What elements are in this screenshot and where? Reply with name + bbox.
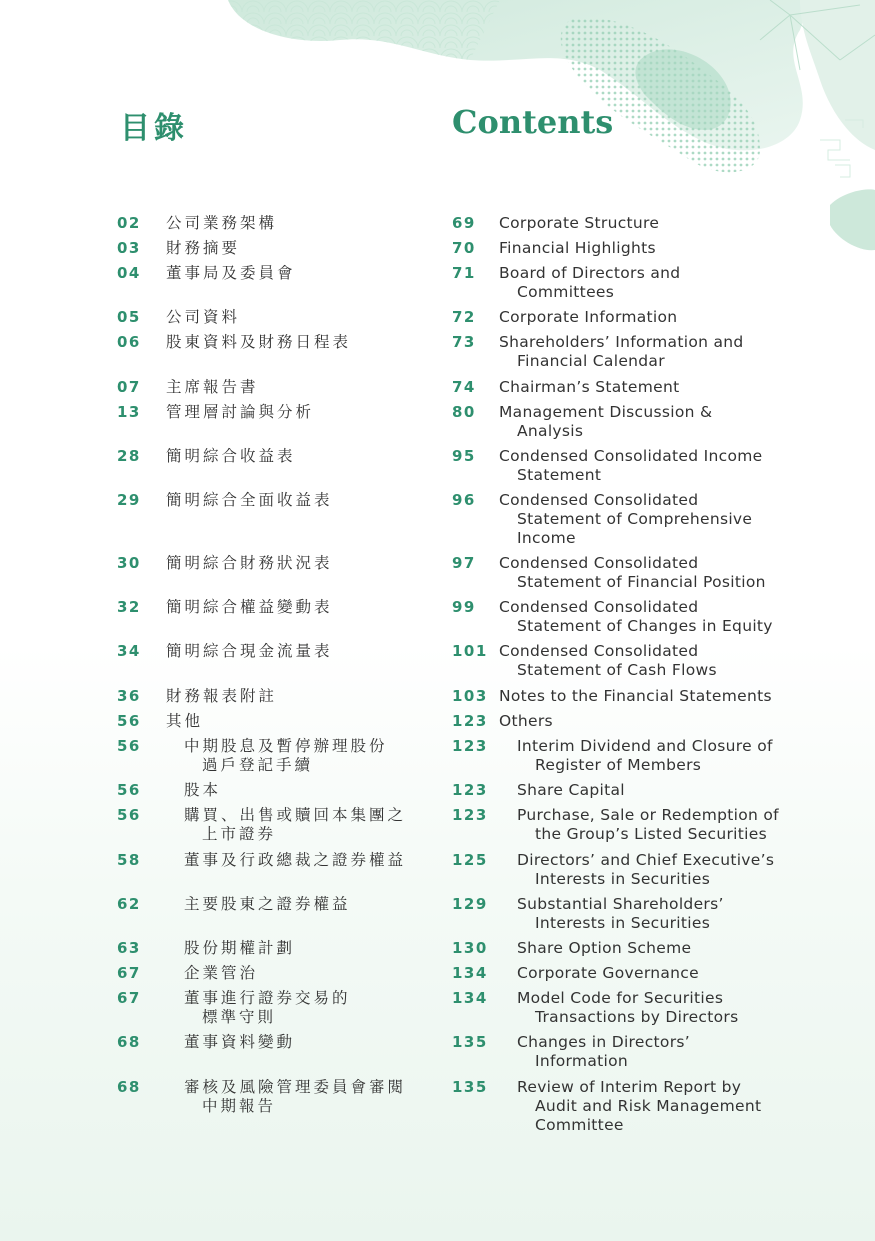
- en-entry-title: Substantial Shareholders’ Interests in Securities: [517, 895, 724, 932]
- zh-page-number: 67: [117, 989, 141, 1007]
- zh-entry-title: 董事進行證券交易的 標準守則: [184, 989, 351, 1026]
- zh-page-number: 34: [117, 642, 141, 660]
- zh-entry-title: 公司資料: [166, 308, 241, 326]
- en-entry-title: Purchase, Sale or Redemption of the Group’s Listed Securities: [517, 806, 779, 843]
- zh-entry-title: 董事資料變動: [184, 1033, 296, 1051]
- zh-page-number: 07: [117, 378, 141, 396]
- en-page-number: 134: [452, 989, 488, 1007]
- zh-entry-title: 公司業務架構: [166, 214, 278, 232]
- zh-entry-title: 中期股息及暫停辦理股份 過戶登記手續: [184, 737, 388, 774]
- en-page-number: 123: [452, 712, 488, 730]
- zh-page-number: 56: [117, 781, 141, 799]
- zh-page-number: 13: [117, 403, 141, 421]
- zh-entry-title: 主席報告書: [166, 378, 259, 396]
- zh-page-number: 56: [117, 806, 141, 824]
- en-entry-title: Condensed Consolidated Income Statement: [499, 447, 763, 484]
- en-entry-title: Shareholders’ Information and Financial Calendar: [499, 333, 744, 370]
- en-entry-title: Corporate Structure: [499, 214, 660, 232]
- en-page-number: 135: [452, 1033, 488, 1051]
- en-entry-title: Management Discussion & Analysis: [499, 403, 713, 440]
- en-entry-title: Corporate Governance: [517, 964, 699, 982]
- en-page-number: 129: [452, 895, 488, 913]
- en-entry-title: Interim Dividend and Closure of Register of Members: [517, 737, 773, 774]
- zh-page-number: 32: [117, 598, 141, 616]
- en-page-number: 123: [452, 737, 488, 755]
- zh-entry-title: 其他: [166, 712, 204, 730]
- en-entry-title: Notes to the Financial Statements: [499, 687, 772, 705]
- en-page-number: 123: [452, 781, 488, 799]
- en-entry-title: Share Capital: [517, 781, 625, 799]
- zh-page-number: 28: [117, 447, 141, 465]
- contents-heading-chinese: 目錄: [120, 111, 188, 146]
- zh-entry-title: 簡明綜合全面收益表: [166, 491, 333, 509]
- en-entry-title: Financial Highlights: [499, 239, 656, 257]
- zh-page-number: 68: [117, 1033, 141, 1051]
- en-page-number: 130: [452, 939, 488, 957]
- en-page-number: 69: [452, 214, 476, 232]
- en-entry-title: Condensed Consolidated Statement of Cash Flows: [499, 642, 717, 679]
- en-entry-title: Corporate Information: [499, 308, 678, 326]
- en-page-number: 125: [452, 851, 488, 869]
- zh-page-number: 03: [117, 239, 141, 257]
- zh-entry-title: 簡明綜合權益變動表: [166, 598, 333, 616]
- en-page-number: 123: [452, 806, 488, 824]
- zh-entry-title: 購買、出售或贖回本集團之 上市證券: [184, 806, 407, 843]
- zh-page-number: 06: [117, 333, 141, 351]
- zh-page-number: 36: [117, 687, 141, 705]
- zh-entry-title: 股份期權計劃: [184, 939, 296, 957]
- en-page-number: 135: [452, 1078, 488, 1096]
- zh-page-number: 67: [117, 964, 141, 982]
- en-entry-title: Review of Interim Report by Audit and Risk Management Committee: [517, 1078, 762, 1134]
- zh-entry-title: 董事及行政總裁之證券權益: [184, 851, 407, 869]
- zh-entry-title: 股東資料及財務日程表: [166, 333, 352, 351]
- en-page-number: 134: [452, 964, 488, 982]
- zh-entry-title: 企業管治: [184, 964, 259, 982]
- zh-page-number: 68: [117, 1078, 141, 1096]
- zh-page-number: 05: [117, 308, 141, 326]
- zh-entry-title: 財務摘要: [166, 239, 241, 257]
- zh-entry-title: 董事局及委員會: [166, 264, 296, 282]
- zh-page-number: 02: [117, 214, 141, 232]
- en-entry-title: Directors’ and Chief Executive’s Interests in Securities: [517, 851, 775, 888]
- contents-heading-english: Contents: [452, 103, 614, 141]
- zh-entry-title: 財務報表附註: [166, 687, 278, 705]
- zh-page-number: 63: [117, 939, 141, 957]
- en-entry-title: Board of Directors and Committees: [499, 264, 681, 301]
- en-page-number: 70: [452, 239, 476, 257]
- en-entry-title: Condensed Consolidated Statement of Changes in Equity: [499, 598, 773, 635]
- en-page-number: 72: [452, 308, 476, 326]
- en-page-number: 101: [452, 642, 488, 660]
- en-entry-title: Model Code for Securities Transactions by Directors: [517, 989, 739, 1026]
- en-page-number: 80: [452, 403, 476, 421]
- en-entry-title: Chairman’s Statement: [499, 378, 680, 396]
- zh-page-number: 30: [117, 554, 141, 572]
- en-entry-title: Changes in Directors’ Information: [517, 1033, 690, 1070]
- zh-entry-title: 審核及風險管理委員會審閱 中期報告: [184, 1078, 407, 1115]
- en-page-number: 97: [452, 554, 476, 572]
- zh-page-number: 56: [117, 712, 141, 730]
- zh-page-number: 29: [117, 491, 141, 509]
- zh-page-number: 04: [117, 264, 141, 282]
- zh-entry-title: 管理層討論與分析: [166, 403, 315, 421]
- en-page-number: 96: [452, 491, 476, 509]
- en-page-number: 73: [452, 333, 476, 351]
- en-entry-title: Others: [499, 712, 553, 730]
- en-page-number: 74: [452, 378, 476, 396]
- en-entry-title: Share Option Scheme: [517, 939, 692, 957]
- zh-entry-title: 主要股東之證券權益: [184, 895, 351, 913]
- zh-entry-title: 簡明綜合財務狀況表: [166, 554, 333, 572]
- en-page-number: 103: [452, 687, 488, 705]
- zh-page-number: 62: [117, 895, 141, 913]
- zh-entry-title: 簡明綜合收益表: [166, 447, 296, 465]
- en-page-number: 71: [452, 264, 476, 282]
- en-page-number: 99: [452, 598, 476, 616]
- zh-page-number: 56: [117, 737, 141, 755]
- en-page-number: 95: [452, 447, 476, 465]
- en-entry-title: Condensed Consolidated Statement of Financial Position: [499, 554, 766, 591]
- en-entry-title: Condensed Consolidated Statement of Comprehensive Income: [499, 491, 753, 547]
- zh-entry-title: 簡明綜合現金流量表: [166, 642, 333, 660]
- zh-entry-title: 股本: [184, 781, 222, 799]
- zh-page-number: 58: [117, 851, 141, 869]
